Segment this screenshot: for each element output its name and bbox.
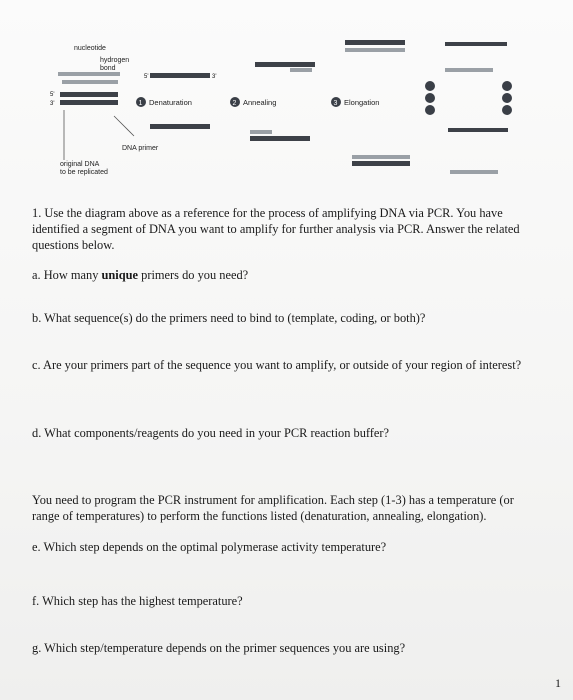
question-a-prefix: a. How many (32, 268, 102, 282)
hydrogen-bond-label-2: bond (100, 65, 116, 72)
step-1-number: 1 (138, 100, 143, 107)
pcr-diagram (40, 20, 540, 195)
original-dna-label-2: to be replicated (60, 169, 108, 176)
step-3-number: 3 (333, 100, 338, 107)
annealing-strand-top (255, 62, 315, 67)
cycle-circle-6 (502, 105, 512, 115)
copy-strand-1 (445, 42, 507, 46)
question-d: d. What components/reagents do you need in your PCR reaction buffer? (32, 426, 390, 440)
question-f: f. Which step has the highest temperature? (32, 594, 243, 608)
original-strand-top (58, 72, 120, 76)
denatured-strand-bottom (150, 124, 210, 129)
cycle-circle-1 (425, 81, 435, 91)
cycle-circle-5 (502, 93, 512, 103)
elongation-new-bottom (352, 155, 410, 159)
original-dna-label: original DNA (60, 161, 100, 168)
question-b: b. What sequence(s) do the primers need to bind to (template, coding, or both)? (32, 311, 426, 325)
step-2-number: 2 (232, 100, 237, 107)
primer-pointer (114, 116, 134, 136)
annealing-primer-top (290, 68, 312, 72)
original-strand-b (60, 100, 118, 105)
cycle-circle-2 (425, 93, 435, 103)
question-g: g. Which step/temperature depends on the primer sequences you are using? (32, 641, 406, 655)
question-intro: 1. Use the diagram above as a reference for the process of amplifying DNA via PCR. You have identified a segment of DNA you want to amplify for further analysis via PCR. Answer the related questions below. (32, 206, 520, 252)
instrument-paragraph: You need to program the PCR instrument for amplification. Each step (1-3) has a temperature (or range of temperatures) to perform the functions listed (denaturation, annealing, elongation). (32, 493, 514, 523)
step-2-label: Annealing (243, 98, 277, 107)
denatured-strand-top (150, 73, 210, 78)
end-5-left: 5' (50, 92, 55, 98)
original-strand-mid (62, 80, 118, 84)
question-c: c. Are your primers part of the sequence you want to amplify, or outside of your region of interest? (32, 358, 522, 372)
dna-primer-label: DNA primer (122, 145, 159, 152)
copy-strand-4 (450, 170, 498, 174)
original-strand-a (60, 92, 118, 97)
end-3-left: 3' (50, 101, 55, 107)
end-3-den: 3' (212, 74, 217, 80)
end-5-den: 5' (144, 74, 149, 80)
step-3-label: Elongation (344, 98, 380, 107)
annealing-strand-bottom (250, 136, 310, 141)
step-1-label: Denaturation (149, 98, 192, 107)
question-e: e. Which step depends on the optimal polymerase activity temperature? (32, 540, 387, 554)
copy-strand-3 (448, 128, 508, 132)
question-a-bold: unique (101, 268, 139, 282)
elongation-strand-top (345, 40, 405, 45)
cycle-circle-4 (502, 81, 512, 91)
cycle-circle-3 (425, 105, 435, 115)
nucleotide-label: nucleotide (74, 45, 106, 52)
elongation-strand-bottom (352, 161, 410, 166)
page-number: 1 (555, 676, 561, 690)
question-a-suffix: primers do you need? (138, 268, 249, 282)
hydrogen-bond-label: hydrogen (100, 57, 130, 64)
question-a (32, 267, 542, 283)
copy-strand-2 (445, 68, 493, 72)
annealing-primer-bottom (250, 130, 272, 134)
elongation-new-top (345, 48, 405, 52)
